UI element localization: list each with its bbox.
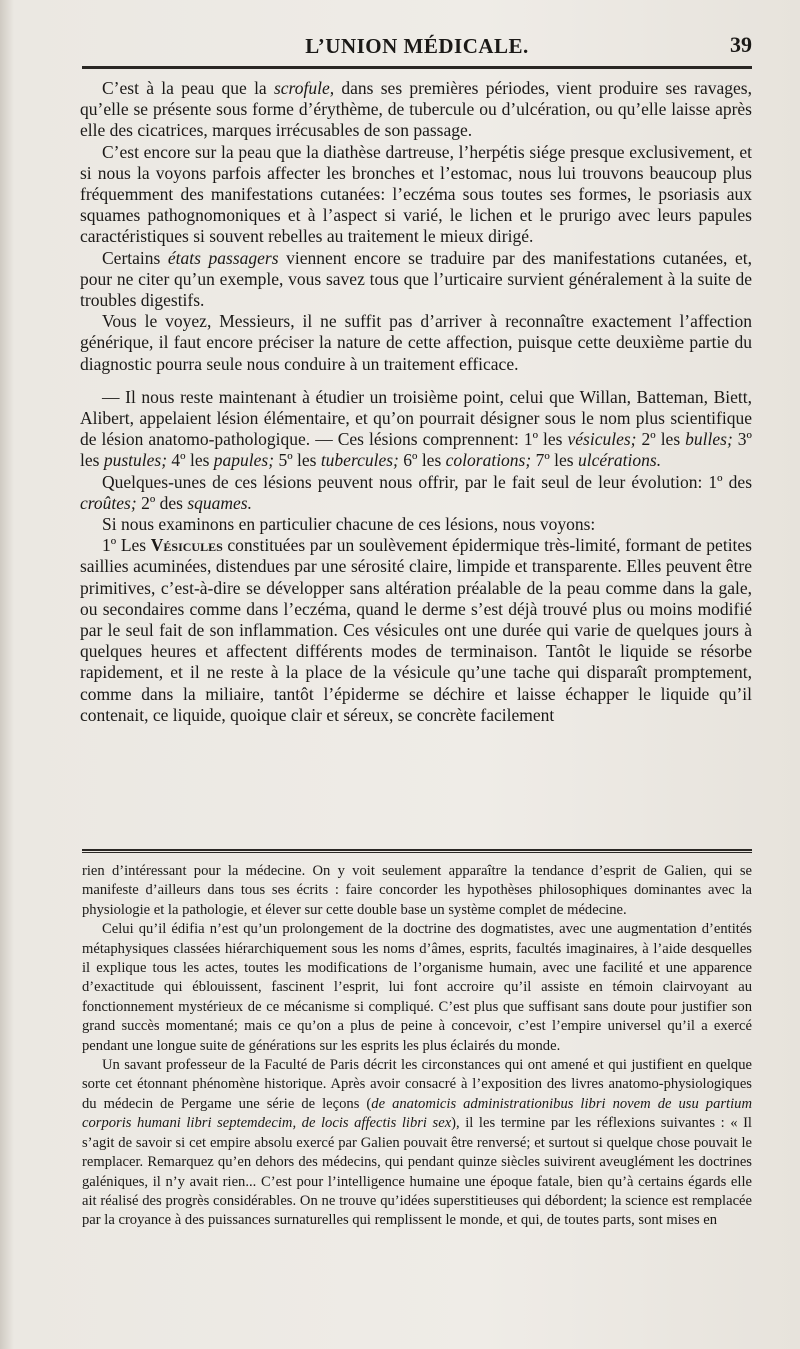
footnote-paragraph-doctrine: Celui qu’il édifia n’est qu’un prolongement de la doctrine des dogmatistes, avec une augmentation d’entités métaphysiques classées hiérarchiquement sous les noms d’âmes, esprits, facultés imaginaires, à l’aide desquelles il explique tous les actes, toutes les modifications de l’organisme humain, avec une facilité et une apparence d’exactitude qui éblouissent, fascinent l’esprit, lui font accroire qu’il assiste en témoin clairvoyant au fonctionnement mystérieux de ce mécanisme si compliqué. C’est plus que suffisant sans doute pour justifier son grand succès momentané; mais ce qu’on a plus de peine à concevoir, c’est l’empire universel qu’il a exercé pendant une longue suite de générations sur les esprits les plus éclairés du monde.: [82, 921, 752, 1054]
footnote-paragraph-professeur: Un savant professeur de la Faculté de Paris décrit les circonstances qui ont amené et qui justifient en quelque sorte cet étonnant phénomène historique. Après avoir consacré à l’exposition des livres anatomo-physiologiques du médecin de Pergame une série de leçons (de anatomicis administrationibus libri novem de usu partium corporis humani libri septemdecim, de locis affectis libri sex), il les termine par les réflexions suivantes : « Il s’agit de savoir si cet empire absolu exercé par Galien pouvait être renversé; et surtout si quelque chose pouvait le remplacer. Remarquez qu’en dehors des médecins, qui pendant quinze siècles suivirent aveuglément les doctrines galéniques, il n’y avait rien... C’est pour l’intelligence humaine une époque fatale, bien qu’à certains égards elle ait réalisé des progrès considérables. On ne trouve qu’idées superstitieuses qui débordent; la science est remplacée par la croyance à des puissances surnaturelles qui remplissent le monde, et qui, de toutes parts, sont mises en: [82, 1057, 752, 1229]
footnote-rule: [82, 849, 752, 853]
paragraph-etats-passagers: Certains états passagers viennent encore se traduire par des manifestations cutanées, et, pour ne citer qu’un exemple, vous savez tous que l’urticaire survient généralement à la suite de troubles digestifs.: [80, 247, 752, 311]
paragraph-diagnostic: Vous le voyez, Messieurs, il ne suffit pas d’arriver à reconnaître exactement l’affection générique, il faut encore préciser la nature de cette affection, puisque cette deuxième partie du diagnostic pourra seule nous conduire à un traitement efficace.: [80, 311, 752, 374]
paragraph-examen: Si nous examinons en particulier chacune de ces lésions, nous voyons:: [102, 514, 596, 535]
paragraph-herpetis: C’est encore sur la peau que la diathèse dartreuse, l’herpétis siége presque exclusivement, et si nous la voyons parfois affecter les bronches et l’estomac, nous lui trouvons beaucoup plus fréquemment des manifestations cutanées: l’eczéma sous toutes ses formes, le psoriasis aux squames pathognomoniques et à l’aspect si varié, le lichen et le prurigo avec leurs papules caractéristiques si souvent rebelles au traitement le mieux dirigé.: [80, 141, 752, 247]
footnotes: [82, 862, 752, 1231]
paragraph-vesicules: 1º Les Vésicules constituées par un soulèvement épidermique très-limité, formant de petites saillies acuminées, distendues par une sérosité claire, limpide et transparente. Elles peuvent être primitives, c’est-à-dire se développer sans altération préalable de la peau comme dans la gale, ou secondaires comme dans l’eczéma, quand le derme s’est déjà trouvé plus ou moins modifié par le seul fait de son inflammation. Ces vésicules ont une durée qui varie de quelques jours à quelques heures et affectent différents modes de terminaison. Tantôt le liquide se résorbe rapidement, et il ne reste à la place de la vésicule qu’une tache qui disparaît promptement, comme dans la miliaire, tantôt l’épiderme se déchire et laisse échapper le liquide qu’il contenait, ce liquide, quoique clair et séreux, se concrète facilement: [80, 535, 752, 725]
page-header: [82, 30, 752, 66]
paragraph-lesions-list: — Il nous reste maintenant à étudier un troisième point, celui que Willan, Batteman, Biett, Alibert, appelaient lésion élémentaire, et qu’on pourrait désigner sous le nom plus scientifique de lésion anatomo-pathologique. — Ces lésions comprennent: 1º les vésicules; 2º les bulles; 3º les pustules; 4º les papules; 5º les tubercules; 6º les colorations; 7º les ulcérations.: [80, 386, 752, 471]
header-rule: [82, 66, 752, 69]
main-text: [80, 78, 752, 726]
paragraph-scrofule: C’est à la peau que la scrofule, dans ses premières périodes, vient produire ses ravages, qu’elle se présente sous forme d’érythème, de tubercule ou d’ulcération, ou qu’elle laisse après elle des cicatrices, marques irrécusables de son passage.: [80, 78, 752, 141]
footnote-paragraph-galien: rien d’intéressant pour la médecine. On y voit seulement apparaître la tendance d’esprit de Galien, qui se manifeste d’ailleurs dans tous ses écrits : faire concorder les hypothèses philosophiques dominantes avec la physiologie et la pathologie, et élever sur cette double base un système complet de médecine.: [82, 863, 752, 918]
paragraph-evolution: Quelques-unes de ces lésions peuvent nous offrir, par le fait seul de leur évolution: 1º des croûtes; 2º des squames.: [80, 471, 752, 513]
page-number: 39: [730, 32, 752, 57]
running-title: L’UNION MÉDICALE.: [305, 34, 529, 58]
